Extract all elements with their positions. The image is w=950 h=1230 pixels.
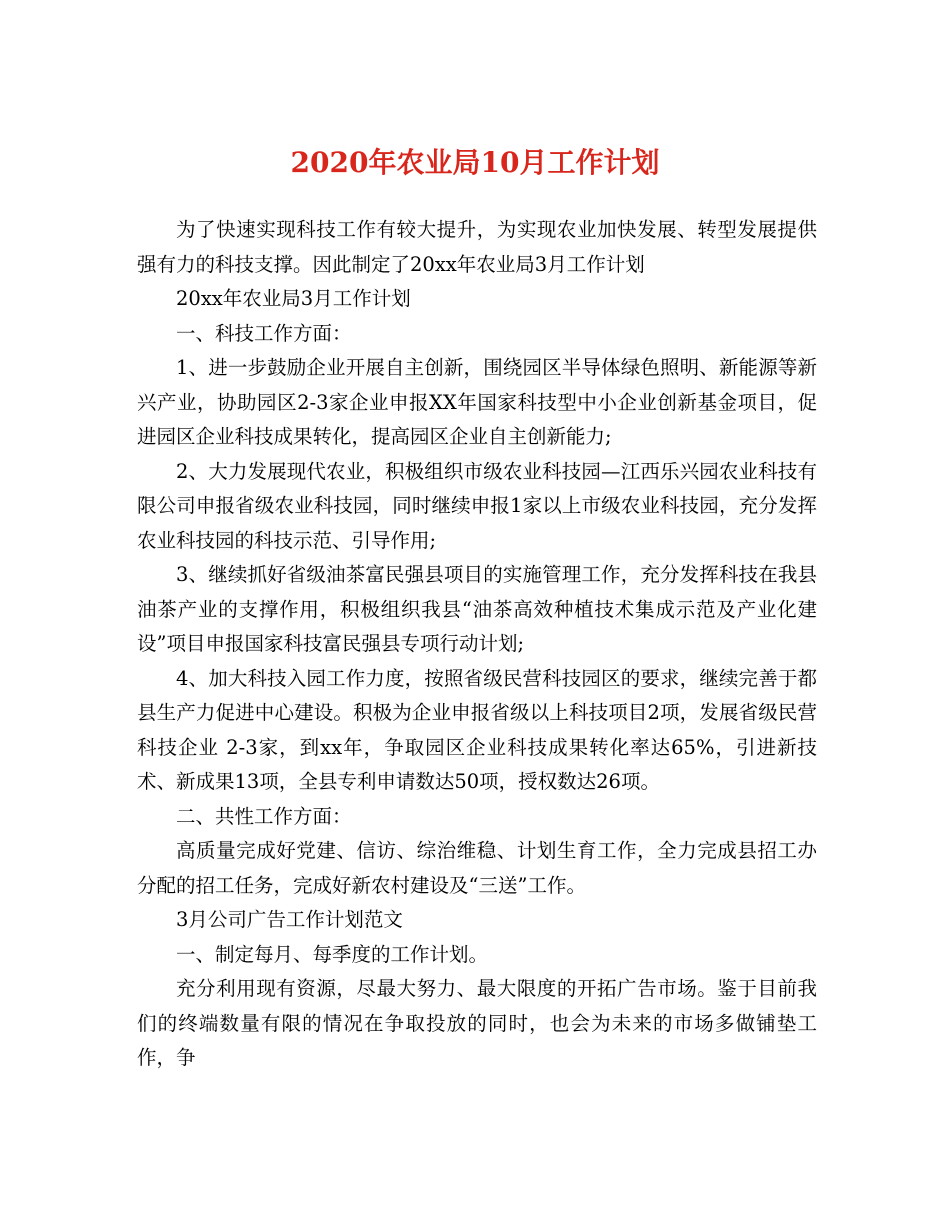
document-title: 2020年农业局10月工作计划 bbox=[290, 146, 660, 179]
list-item-4: 4、加大科技入园工作力度，按照省级民营科技园区的要求，继续完善于都县生产力促进中心建设。积极为企业申报省级以上科技项目2项，发展省级民营科技企业 2-3家，到xx年，争取园区企业科技成果转化率达65%，引进新技术、新成果13项，全县专利申请数达50项，授权数达26项。 bbox=[137, 666, 817, 793]
section-heading-monthly-plan: 一、制定每月、每季度的工作计划。 bbox=[176, 942, 489, 966]
paragraph-market: 充分利用现有资源，尽最大努力、最大限度的开拓广告市场。鉴于目前我们的终端数量有限的情况在争取投放的同时，也会为未来的市场多做铺垫工作，争 bbox=[137, 977, 817, 1069]
section-heading-common: 二、共性工作方面： bbox=[176, 804, 352, 828]
list-item-3: 3、继续抓好省级油茶富民强县项目的实施管理工作，充分发挥科技在我县油茶产业的支撑作用，积极组织我县“油茶高效种植技术集成示范及产业化建设”项目申报国家科技富民强县专项行动计划; bbox=[137, 563, 817, 655]
list-item-2: 2、大力发展现代农业，积极组织市级农业科技园—江西乐兴园农业科技有限公司申报省级农业科技园，同时继续申报1家以上市级农业科技园，充分发挥农业科技园的科技示范、引导作用; bbox=[137, 459, 817, 552]
document-body bbox=[137, 213, 817, 1076]
paragraph-common-work: 高质量完成好党建、信访、综治维稳、计划生育工作，全力完成县招工办分配的招工任务，完成好新农村建设及“三送”工作。 bbox=[137, 839, 817, 897]
list-item-1: 1、进一步鼓励企业开展自主创新，围绕园区半导体绿色照明、新能源等新兴产业，协助园区2-3家企业申报XX年国家科技型中小企业创新基金项目，促进园区企业科技成果转化，提高园区企业自主创新能力; bbox=[137, 356, 817, 448]
paragraph-plan-heading: 20xx年农业局3月工作计划 bbox=[176, 287, 411, 310]
section-heading-tech: 一、科技工作方面： bbox=[176, 321, 352, 345]
paragraph-ad-plan-heading: 3月公司广告工作计划范文 bbox=[176, 908, 403, 931]
paragraph-intro: 为了快速实现科技工作有较大提升，为实现农业加快发展、转型发展提供强有力的科技支撑。因此制定了20xx年农业局3月工作计划 bbox=[137, 218, 817, 276]
